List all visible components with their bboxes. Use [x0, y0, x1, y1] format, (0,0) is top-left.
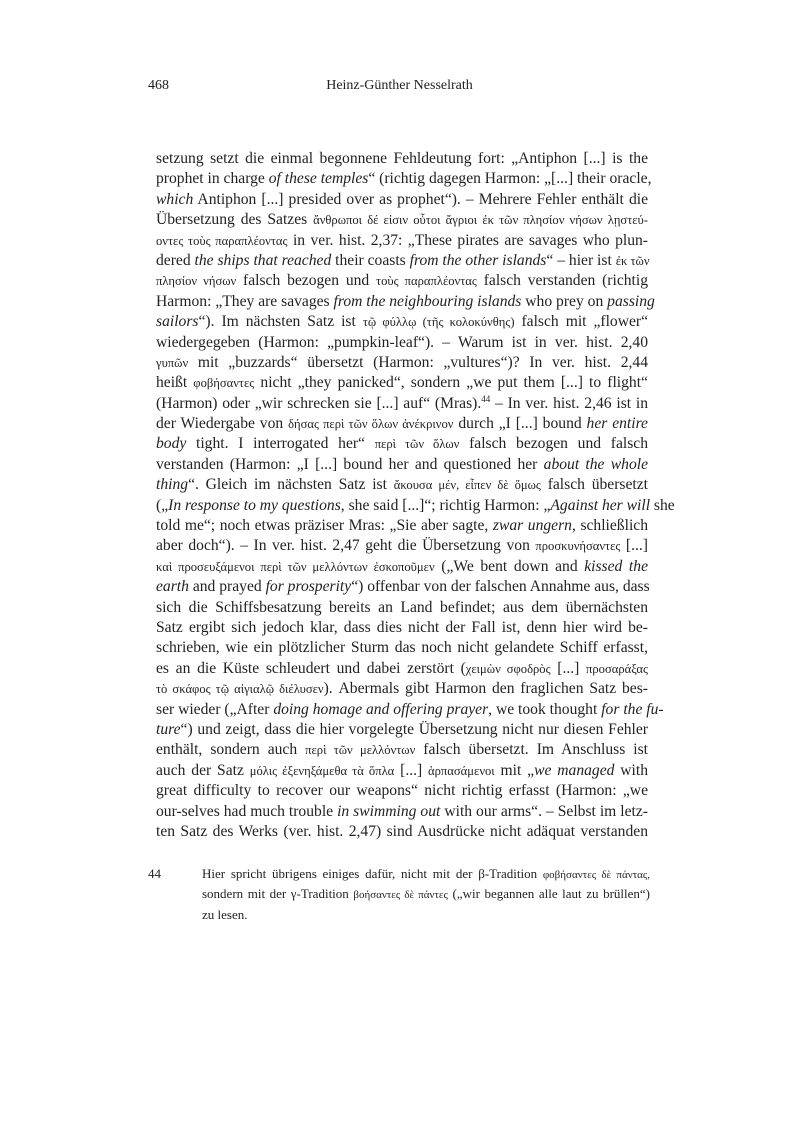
text-segment: nicht „they panicked“, sondern „we put them [...] to flight“ — [254, 374, 648, 392]
text-line — [156, 577, 648, 597]
text-segment: great difficulty to recover our weapons“ nicht richtig erfasst (Harmon: „we — [156, 782, 648, 800]
text-segment: falsch mit „flower“ — [514, 313, 648, 331]
text-segment: schrieben, wie ein plötzlicher Sturm das noch nicht gelandete Schiff erfasst, — [156, 639, 648, 657]
text-segment: durch „I [...] bound — [453, 415, 587, 433]
text-segment: („ — [156, 496, 169, 514]
text-segment: Übersetzung des Satzes — [156, 211, 314, 229]
text-line — [156, 740, 648, 760]
italic-text: the ships that reached — [194, 251, 332, 269]
greek-text: ἐκ τῶν — [615, 253, 650, 268]
text-segment: Antiphon [...] presided over as prophet“). – Mehrere Fehler enthält die — [193, 190, 648, 208]
text-segment: falsch bezogen und — [236, 272, 377, 290]
text-segment: es an die Küste schleudert und dabei zerstört ( — [156, 659, 466, 677]
text-segment: “). Im nächsten Satz ist — [198, 313, 363, 331]
greek-text: φοβήσαντες — [193, 376, 255, 391]
italic-text: of these temples — [268, 170, 369, 188]
greek-text: τὸ σκάφος τῷ αἰγιαλῷ διέλυσεν — [156, 682, 324, 697]
text-segment: falsch übersetzt. Im Anschluss ist — [415, 741, 649, 759]
text-segment: prophet in charge — [156, 170, 269, 188]
text-segment: [...] — [394, 761, 429, 779]
text-line — [202, 885, 650, 905]
text-line — [156, 251, 648, 271]
footnote-text — [202, 865, 650, 926]
italic-text: in swimming out — [337, 802, 441, 820]
text-segment: ten Satz des Werks (ver. hist. 2,47) sind Ausdrücke nicht adäquat verstanden — [156, 822, 648, 840]
text-segment: ). Abermals gibt Harmon den fraglichen Satz bes- — [323, 680, 648, 698]
text-line — [156, 618, 648, 638]
text-segment: enthält, sondern auch — [156, 741, 306, 759]
text-line — [156, 312, 648, 332]
italic-text: from the other islands — [409, 251, 547, 269]
text-segment: , she said [...]“; richtig Harmon: „ — [340, 496, 551, 514]
greek-text: φοβήσαντες δὲ πάντας, — [542, 869, 650, 881]
text-segment: and prayed — [188, 578, 266, 596]
text-segment: falsch verstanden (richtig — [476, 272, 649, 290]
text-segment: zu lesen. — [202, 906, 248, 922]
footnote-number: 44 — [148, 866, 161, 881]
text-line — [156, 292, 655, 312]
text-line — [156, 475, 648, 495]
text-segment: told me“; noch etwas präziser Mras: „Sie aber sagte, — [156, 517, 493, 535]
text-line — [156, 781, 648, 801]
text-line — [156, 598, 648, 618]
greek-text: γυπῶν — [156, 355, 189, 370]
text-line — [156, 516, 648, 536]
text-line — [156, 679, 648, 699]
text-segment: “) offenbar von der falschen Annahme aus, dass — [351, 578, 650, 596]
text-segment: ser wieder („After — [156, 700, 274, 718]
italic-text: doing homage and offering prayer — [273, 700, 489, 718]
text-line — [156, 373, 648, 393]
italic-text: about the whole — [543, 455, 648, 473]
text-line — [156, 455, 648, 475]
text-segment: der Wiedergabe von — [156, 415, 289, 433]
text-line — [156, 353, 648, 373]
greek-text: οντες τοὺς παραπλέοντας — [156, 233, 288, 248]
italic-text: from the neighbouring islands — [333, 292, 522, 310]
text-segment: dered — [156, 251, 195, 269]
greek-text: καὶ προσευξάμενοι περὶ τῶν μελλόντων ἐσκοποῦμεν — [156, 559, 435, 574]
text-line — [156, 394, 648, 414]
text-segment: (Harmon) oder „wir schrecken sie [...] auf“ (Mras). — [156, 394, 482, 412]
text-segment: („wir begannen alle laut zu brüllen“) — [447, 886, 651, 902]
text-line — [156, 149, 648, 169]
text-segment: , schließlich — [571, 517, 648, 535]
text-segment: in ver. hist. 2,37: „These pirates are savages who plun- — [287, 231, 649, 249]
italic-text: earth — [156, 578, 189, 596]
italic-text: kissed the — [584, 557, 648, 575]
text-segment: („We bent down and — [434, 557, 585, 575]
italic-text: which — [156, 190, 194, 208]
text-line — [156, 414, 648, 434]
text-line — [156, 659, 648, 679]
text-line — [156, 802, 648, 822]
body-text — [156, 149, 675, 842]
italic-text: body — [156, 435, 187, 453]
greek-text: πλησίον νήσων — [156, 274, 237, 289]
text-segment: wiedergegeben (Harmon: „pumpkin-leaf“). – Warum ist in ver. hist. 2,40 — [156, 333, 648, 351]
text-line — [156, 190, 648, 210]
text-segment: she — [650, 496, 675, 514]
text-line — [202, 906, 650, 926]
greek-text: βοήσαντες δὲ πάντες — [353, 889, 448, 902]
text-line — [156, 169, 652, 189]
text-segment: Harmon: „They are savages — [156, 292, 334, 310]
italic-text: for the fu- — [601, 700, 664, 718]
text-segment: heißt — [156, 374, 194, 392]
greek-text: μόλις ἐξενηξάμεθα τὰ ὅπλα — [249, 763, 395, 778]
greek-text: τῷ φύλλῳ (τῆς κολοκύνθης) — [362, 315, 515, 330]
text-line — [156, 557, 648, 577]
greek-text: ἁρπασάμενοι — [428, 763, 495, 778]
italic-text: sailors — [156, 313, 199, 331]
text-segment: sich die Schiffsbesatzung bereits an Land befindet; aus dem übernächsten — [156, 598, 648, 616]
text-segment: – In ver. hist. 2,46 ist in — [490, 394, 649, 412]
text-segment: “ (richtig dagegen Harmon: „[...] their oracle, — [368, 170, 652, 188]
text-line — [156, 638, 648, 658]
text-segment: who prey on — [521, 292, 608, 310]
text-line — [156, 333, 648, 353]
italic-text: ture — [156, 720, 181, 738]
text-segment: aber doch“). – In ver. hist. 2,47 geht die Übersetzung von — [156, 537, 536, 555]
text-line — [156, 536, 648, 556]
running-head: Heinz-Günther Nesselrath — [326, 78, 473, 93]
text-segment: “) und zeigt, dass die hier vorgelegte Übersetzung nicht nur diesen Fehler — [180, 720, 648, 738]
text-segment: verstanden (Harmon: „I [...] bound her and questioned her — [156, 455, 544, 473]
text-segment: auch der Satz — [156, 761, 250, 779]
italic-text: for prosperity — [265, 578, 352, 596]
text-segment: with — [614, 761, 649, 779]
text-segment: mit „ — [494, 761, 535, 779]
page-number: 468 — [148, 78, 169, 93]
italic-text: passing — [607, 292, 655, 310]
italic-text: zwar ungern — [492, 517, 572, 535]
text-segment: [...] — [620, 537, 649, 555]
greek-text: χειμὼν σφοδρὸς — [465, 661, 551, 676]
text-line — [156, 434, 648, 454]
text-segment: their coasts — [331, 251, 410, 269]
text-segment: , we took thought — [488, 700, 602, 718]
text-segment: Satz ergibt sich jedoch klar, dass dies nicht der Fall ist, denn hier wird be- — [156, 618, 648, 636]
italic-text: we managed — [534, 761, 615, 779]
text-segment: falsch bezogen und falsch — [459, 435, 649, 453]
text-line — [156, 720, 648, 740]
text-line — [156, 822, 648, 842]
text-segment: “ – hier ist — [546, 251, 616, 269]
text-line — [156, 761, 648, 781]
italic-text: Against her will — [550, 496, 651, 514]
greek-text: προσκυνήσαντες — [535, 539, 621, 554]
text-segment: setzung setzt die einmal begonnene Fehldeutung fort: „Antiphon [...] is the — [156, 150, 648, 167]
text-line — [156, 496, 675, 516]
text-segment: tight. I interrogated her“ — [186, 435, 375, 453]
text-line — [156, 231, 648, 251]
greek-text: προσαράξας — [586, 661, 648, 676]
text-segment: falsch übersetzt — [540, 476, 648, 494]
greek-text: τοὺς παραπλέοντας — [376, 274, 477, 289]
text-line — [202, 865, 650, 885]
greek-text: περὶ τῶν ὅλων — [374, 437, 460, 452]
text-segment: Hier spricht übrigens einiges dafür, nicht mit der β-Tradition — [202, 866, 543, 881]
italic-text: thing — [156, 476, 189, 494]
text-line — [156, 700, 664, 720]
text-segment: sondern mit der γ-Tradition — [202, 886, 354, 902]
greek-text: δήσας περὶ τῶν ὅλων ἀνέκρινον — [288, 417, 454, 432]
greek-text: ἄκουσα μέν, εἶπεν δὲ ὅμως — [393, 478, 541, 493]
text-segment: “. Gleich im nächsten Satz ist — [188, 476, 394, 494]
greek-text: περὶ τῶν μελλόντων — [305, 743, 416, 758]
text-line — [156, 271, 648, 291]
text-segment: with our arms“. – Selbst im letz- — [440, 802, 649, 820]
text-line — [156, 210, 648, 230]
text-segment: [...] — [550, 659, 587, 677]
text-segment: our-selves had much trouble — [156, 802, 338, 820]
italic-text: her entire — [586, 415, 648, 433]
footnote-reference: 44 — [481, 393, 491, 404]
greek-text: ἄνθρωποι δέ εἰσιν οὗτοι ἄγριοι ἐκ τῶν πλησίον νήσων λῃστεύ- — [313, 213, 648, 228]
italic-text: In response to my questions — [168, 496, 341, 514]
text-segment: mit „buzzards“ übersetzt (Harmon: „vultures“)? In ver. hist. 2,44 — [188, 353, 648, 371]
